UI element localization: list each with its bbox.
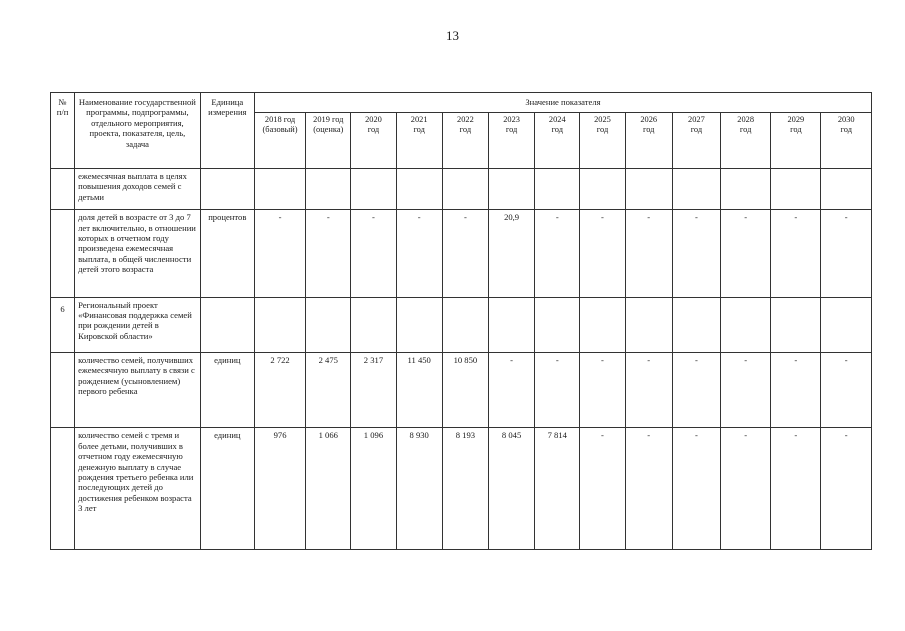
header-year — [721, 113, 771, 169]
value-cell — [396, 297, 442, 352]
row-number — [51, 169, 75, 210]
value-cell: 8 045 — [488, 428, 534, 550]
value-cell — [672, 169, 720, 210]
header-year — [488, 113, 534, 169]
value-cell: - — [254, 210, 305, 297]
header-year — [535, 113, 580, 169]
header-year-label: 2029 — [787, 115, 805, 124]
row-number — [51, 352, 75, 427]
unit-cell: единиц — [200, 428, 254, 550]
value-cell — [306, 169, 351, 210]
value-cell: 10 850 — [442, 352, 488, 427]
header-year-note: год — [551, 125, 563, 135]
value-cell: - — [625, 210, 672, 297]
unit-cell: процентов — [200, 210, 254, 297]
header-year-label: 2019 год — [313, 115, 344, 124]
table-row — [51, 169, 872, 210]
value-cell: - — [625, 352, 672, 427]
header-year-note: год — [367, 125, 380, 135]
value-cell — [821, 297, 872, 352]
header-name: Наименование государственной программы, подпрограммы, отдельного мероприятия, проекта, показателя, цель, задача — [75, 93, 201, 169]
value-cell: - — [721, 428, 771, 550]
value-cell: - — [535, 352, 580, 427]
value-cell — [580, 169, 625, 210]
value-cell: - — [821, 210, 872, 297]
value-cell: - — [771, 210, 821, 297]
value-cell — [771, 297, 821, 352]
table-row — [51, 210, 872, 297]
value-cell — [771, 169, 821, 210]
value-cell — [442, 169, 488, 210]
value-cell: - — [535, 210, 580, 297]
value-cell: - — [672, 210, 720, 297]
value-cell — [306, 297, 351, 352]
value-cell: 976 — [254, 428, 305, 550]
value-cell: - — [821, 428, 872, 550]
value-cell: - — [721, 210, 771, 297]
header-year — [351, 113, 396, 169]
value-cell: - — [580, 210, 625, 297]
value-cell: - — [625, 428, 672, 550]
value-cell: 2 722 — [254, 352, 305, 427]
value-cell: 11 450 — [396, 352, 442, 427]
value-cell: - — [580, 428, 625, 550]
header-year — [396, 113, 442, 169]
header-year-note: год — [790, 125, 802, 135]
value-cell — [535, 169, 580, 210]
table-row — [51, 352, 872, 427]
value-cell: - — [771, 352, 821, 427]
row-number — [51, 428, 75, 550]
header-unit: Единица измерения — [200, 93, 254, 169]
table-row — [51, 297, 872, 352]
header-year-label: 2026 — [640, 115, 658, 124]
unit-cell — [200, 297, 254, 352]
value-cell — [821, 169, 872, 210]
value-cell: - — [672, 352, 720, 427]
value-cell: 1 096 — [351, 428, 396, 550]
indicator-name: ежемесячная выплата в целях повышения доходов семей с детьми — [75, 169, 201, 210]
indicators-table — [50, 92, 872, 550]
value-cell: 8 930 — [396, 428, 442, 550]
value-cell — [442, 297, 488, 352]
value-cell: - — [396, 210, 442, 297]
value-cell — [721, 169, 771, 210]
unit-cell — [200, 169, 254, 210]
value-cell: 2 317 — [351, 352, 396, 427]
header-year-label: 2022 — [457, 115, 474, 124]
value-cell — [351, 297, 396, 352]
indicator-name: доля детей в возрасте от 3 до 7 лет включительно, в отношении которых в отчетном году произведена ежемесячная выплата, в общей численности детей этого возраста — [75, 210, 201, 297]
header-year — [306, 113, 351, 169]
row-number: 6 — [51, 297, 75, 352]
value-cell — [580, 297, 625, 352]
row-number — [51, 210, 75, 297]
value-cell: 7 814 — [535, 428, 580, 550]
value-cell — [396, 169, 442, 210]
value-cell — [625, 169, 672, 210]
value-cell — [535, 297, 580, 352]
header-year — [672, 113, 720, 169]
header-year-label: 2025 — [594, 115, 611, 124]
header-year-label: 2028 — [737, 115, 755, 124]
value-cell — [351, 169, 396, 210]
value-cell: - — [488, 352, 534, 427]
value-cell: 2 475 — [306, 352, 351, 427]
header-year-note: год — [739, 125, 752, 135]
header-year-label: 2020 — [365, 115, 382, 124]
value-cell — [254, 169, 305, 210]
value-cell: - — [721, 352, 771, 427]
header-year-note: (базовый) — [262, 125, 298, 135]
header-year-note: год — [459, 125, 472, 135]
value-cell: - — [672, 428, 720, 550]
header-year-label: 2027 — [688, 115, 705, 124]
header-year-note: год — [413, 125, 425, 135]
value-cell: 8 193 — [442, 428, 488, 550]
header-year-note: (оценка) — [313, 125, 344, 135]
indicator-name: Региональный проект «Финансовая поддержка семей при рождении детей в Кировской области» — [75, 297, 201, 352]
header-year-label: 2018 год — [264, 115, 296, 124]
header-year-label: 2023 — [503, 115, 520, 124]
unit-cell: единиц — [200, 352, 254, 427]
page-number: 13 — [446, 28, 459, 43]
header-year — [254, 113, 305, 169]
value-cell: - — [580, 352, 625, 427]
header-year-label: 2021 — [410, 115, 428, 124]
value-cell — [254, 297, 305, 352]
header-values-group: Значение показателя — [254, 93, 871, 113]
header-year — [442, 113, 488, 169]
value-cell — [672, 297, 720, 352]
value-cell: 20,9 — [488, 210, 534, 297]
value-cell — [721, 297, 771, 352]
value-cell: - — [821, 352, 872, 427]
value-cell: - — [442, 210, 488, 297]
indicator-name: количество семей с тремя и более детьми, получивших в отчетном году ежемесячную денежную выплату в случае рождения третьего ребенка или последующих детей до достижения ребенком возраста 3 лет — [75, 428, 201, 550]
header-num: № п/п — [51, 93, 75, 169]
value-cell — [488, 169, 534, 210]
value-cell: - — [771, 428, 821, 550]
indicator-name: количество семей, получивших ежемесячную выплату в связи с рождением (усыновлением) первого ребенка — [75, 352, 201, 427]
header-year-label: 2024 — [548, 115, 566, 124]
header-year-note: год — [505, 125, 518, 135]
header-year — [821, 113, 872, 169]
header-year — [625, 113, 672, 169]
value-cell — [625, 297, 672, 352]
header-year-note: год — [642, 125, 655, 135]
value-cell: - — [306, 210, 351, 297]
header-year-label: 2030 — [837, 115, 855, 124]
header-year-note: год — [596, 125, 609, 135]
value-cell — [488, 297, 534, 352]
header-year — [771, 113, 821, 169]
header-year-note: год — [690, 125, 703, 135]
header-year-note: год — [840, 125, 852, 135]
table-row — [51, 428, 872, 550]
value-cell: - — [351, 210, 396, 297]
header-year — [580, 113, 625, 169]
value-cell: 1 066 — [306, 428, 351, 550]
